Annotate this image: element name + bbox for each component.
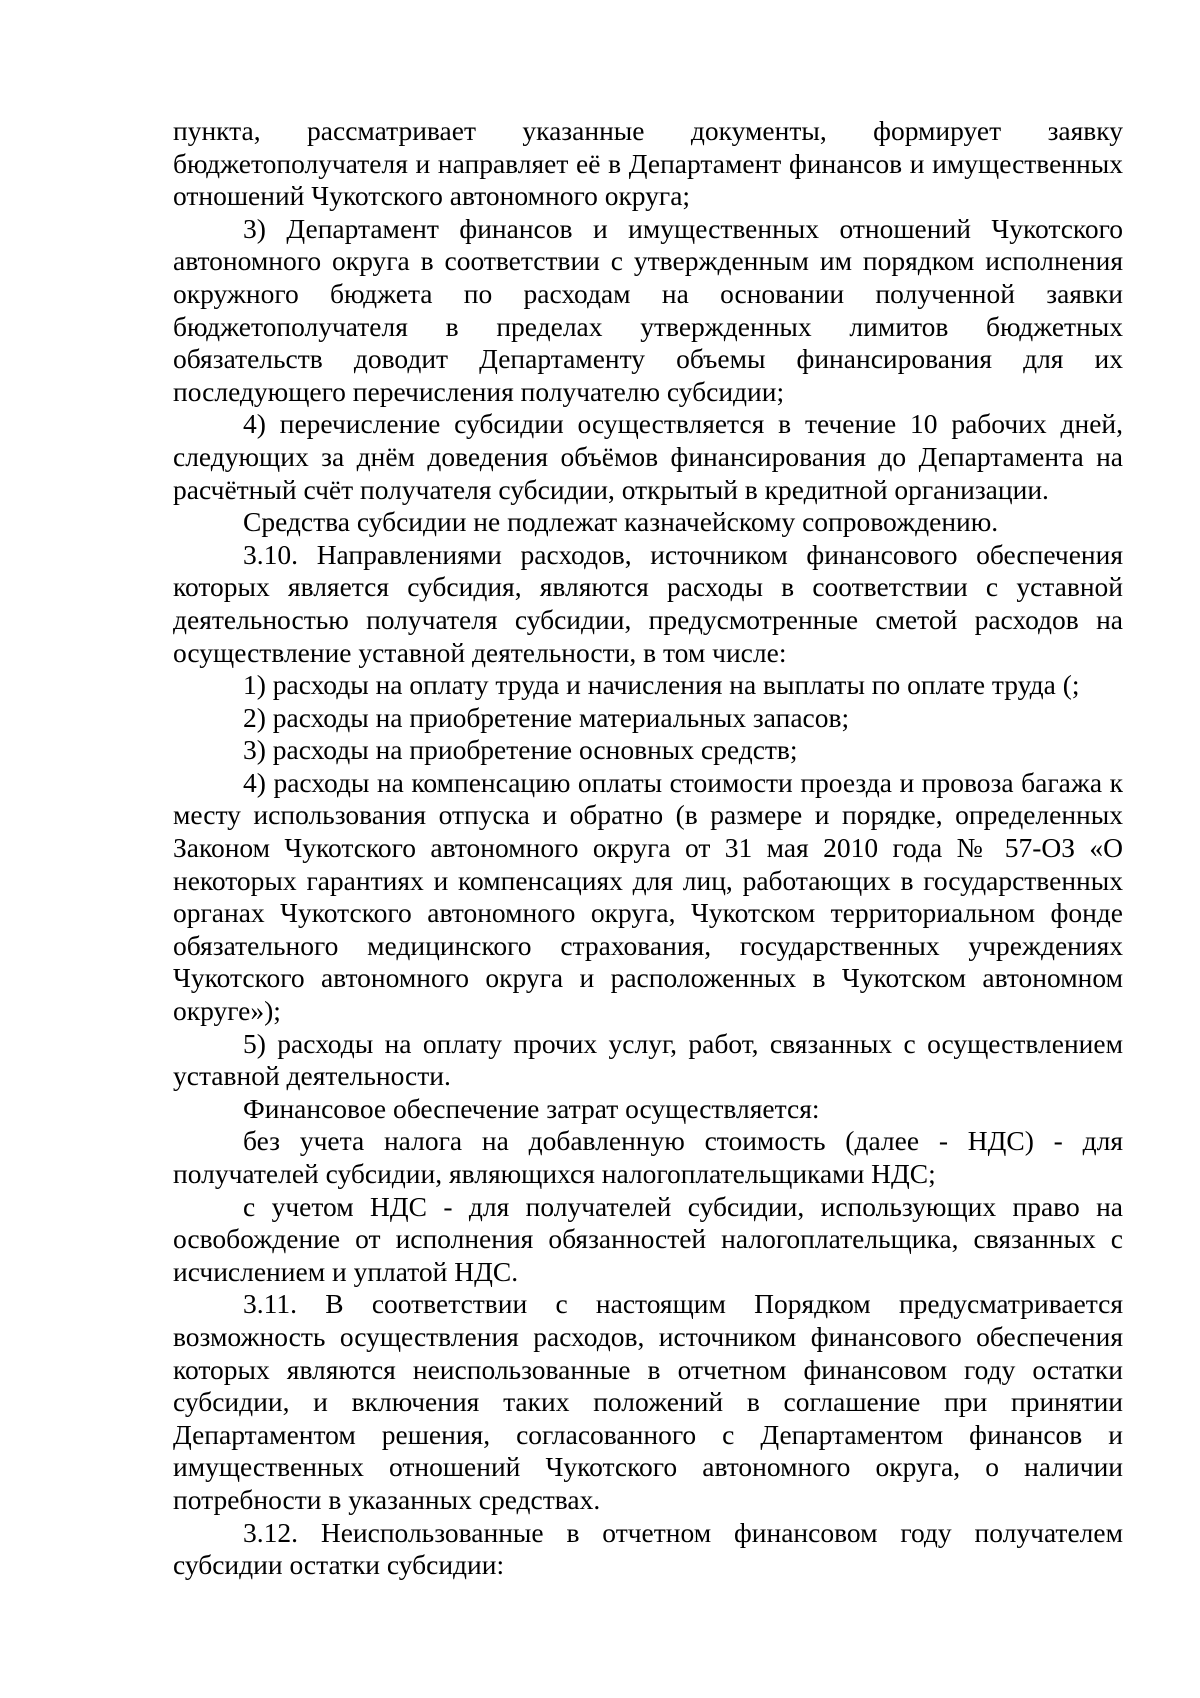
paragraph-expense-4: 4) расходы на компенсацию оплаты стоимости проезда и провоза багажа к месту использования отпуска и обратно (в размере и порядке, определенных Законом Чукотского автономного округа от 31 мая 2010 года № 57-ОЗ «О некоторых гарантиях и компенсациях для лиц, работающих в государственных органах Чукотского автономного округа, Чукотском территориальном фонде обязательного медицинского страхования, государственных учреждениях Чукотского автономного округа и расположенных в Чукотском автономном округе»); bbox=[173, 766, 1123, 1027]
paragraph-continuation: пункта, рассматривает указанные документы, формирует заявку бюджетополучателя и направляет её в Департамент финансов и имущественных отношений Чукотского автономного округа; bbox=[173, 115, 1123, 212]
paragraph-section-3-11: 3.11. В соответствии с настоящим Порядком предусматривается возможность осуществления расходов, источником финансового обеспечения которых являются неиспользованные в отчетном финансовом году остатки субсидии, и включения таких положений в соглашение при принятии Департаментом решения, согласованного с Департаментом финансов и имущественных отношений Чукотского автономного округа, о наличии потребности в указанных средствах. bbox=[173, 1288, 1123, 1515]
paragraph-item-4: 4) перечисление субсидии осуществляется в течение 10 рабочих дней, следующих за днём доведения объёмов финансирования до Департамента на расчётный счёт получателя субсидии, открытый в кредитной организации. bbox=[173, 408, 1123, 505]
document-page bbox=[173, 115, 1123, 1582]
paragraph-without-vat: без учета налога на добавленную стоимость (далее - НДС) - для получателей субсидии, являющихся налогоплательщиками НДС; bbox=[173, 1125, 1123, 1189]
paragraph-expense-2: 2) расходы на приобретение материальных запасов; bbox=[243, 701, 850, 733]
paragraph-expense-1: 1) расходы на оплату труда и начисления на выплаты по оплате труда (; bbox=[243, 669, 1080, 701]
paragraph-with-vat: с учетом НДС - для получателей субсидии, использующих право на освобождение от исполнения обязанностей налогоплательщика, связанных с исчислением и уплатой НДС. bbox=[173, 1190, 1123, 1287]
paragraph-expense-5: 5) расходы на оплату прочих услуг, работ, связанных с осуществлением уставной деятельности. bbox=[173, 1027, 1123, 1092]
paragraph-section-3-12: 3.12. Неиспользованные в отчетном финансовом году получателем субсидии остатки субсидии: bbox=[173, 1516, 1123, 1581]
paragraph-treasury-note: Средства субсидии не подлежат казначейскому сопровождению. bbox=[243, 506, 999, 538]
paragraph-funding-intro: Финансовое обеспечение затрат осуществляется: bbox=[243, 1092, 820, 1124]
paragraph-item-3: 3) Департамент финансов и имущественных отношений Чукотского автономного округа в соответствии с утвержденным им порядком исполнения окружного бюджета по расходам на основании полученной заявки бюджетополучателя в пределах утвержденных лимитов бюджетных обязательств доводит Департаменту объемы финансирования для их последующего перечисления получателю субсидии; bbox=[173, 212, 1123, 407]
paragraph-expense-3: 3) расходы на приобретение основных средств; bbox=[243, 734, 798, 766]
paragraph-section-3-10: 3.10. Направлениями расходов, источником финансового обеспечения которых является субсидия, являются расходы в соответствии с уставной деятельностью получателя субсидии, предусмотренные сметой расходов на осуществление уставной деятельности, в том числе: bbox=[173, 538, 1123, 668]
